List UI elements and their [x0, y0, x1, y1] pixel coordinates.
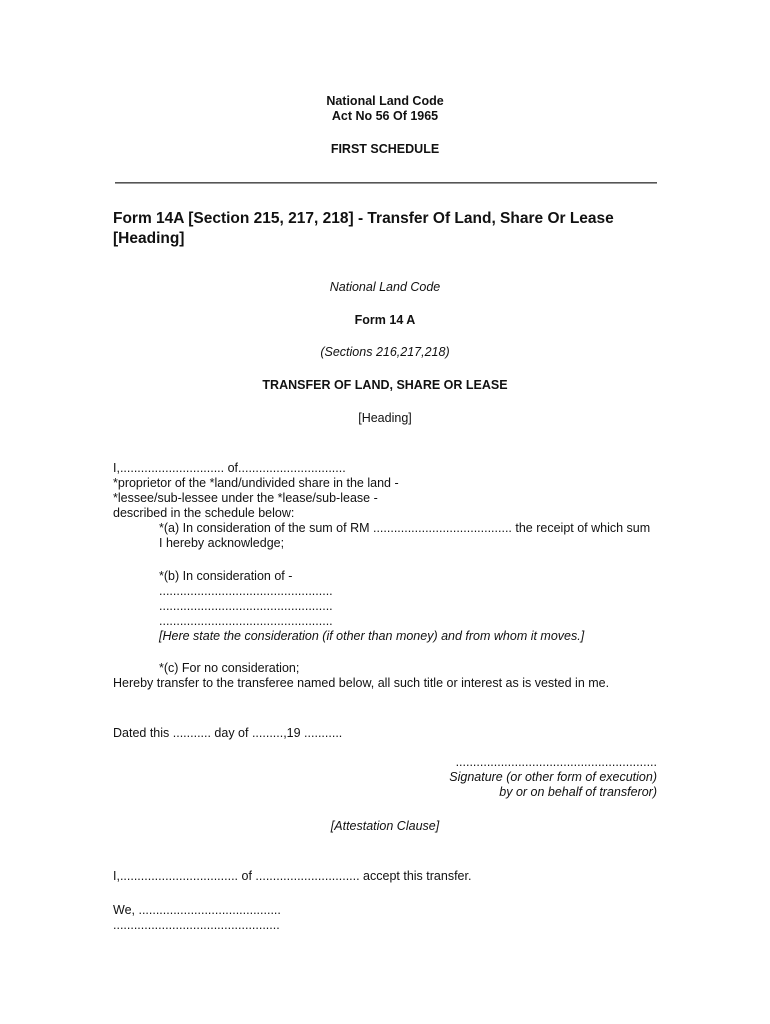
form-title-line2: [Heading]: [113, 230, 185, 247]
signature-dots: ..........................................................: [455, 755, 657, 769]
form-code: National Land Code: [329, 280, 441, 294]
clause-b-dots-2: ..................................................: [159, 599, 333, 613]
clause-b-dots-1: ..................................................: [159, 584, 333, 598]
clause-b-dots-3: ..................................................: [159, 614, 333, 628]
line-lessee: *lessee/sub-lessee under the *lease/sub-lease -: [113, 491, 378, 505]
header-schedule: FIRST SCHEDULE: [330, 142, 440, 156]
accept-line: I,.................................. of .............................. accept this transfer.: [113, 869, 472, 883]
form-title: [113, 209, 673, 249]
line-proprietor: *proprietor of the *land/undivided share in the land -: [113, 476, 399, 490]
clause-a-line1: *(a) In consideration of the sum of RM ........................................ the receipt of which sum: [159, 521, 651, 535]
clause-b-note: [Here state the consideration (if other than money) and from whom it moves.]: [159, 629, 585, 643]
line-i: I,.............................. of...............................: [113, 461, 346, 475]
line-described: described in the schedule below:: [113, 506, 295, 520]
clause-c: *(c) For no consideration;: [159, 661, 300, 675]
form-title-line1: Form 14A [Section 215, 217, 218] - Transfer Of Land, Share Or Lease: [113, 210, 614, 227]
header-code: National Land Code: [326, 94, 444, 108]
attestation-clause: [Attestation Clause]: [330, 819, 440, 833]
we-line: We, .........................................: [113, 903, 281, 917]
form-heading: [Heading]: [358, 411, 412, 425]
form-number: Form 14 A: [354, 313, 416, 327]
header-act: Act No 56 Of 1965: [331, 109, 439, 123]
clause-b: *(b) In consideration of -: [159, 569, 293, 583]
signature-by: by or on behalf of transferor): [499, 785, 657, 799]
signature-label: Signature (or other form of execution): [449, 770, 657, 784]
we-dots: ................................................: [113, 918, 280, 932]
dated-line: Dated this ........... day of .........,19 ...........: [113, 726, 343, 740]
divider: [115, 182, 657, 184]
transfer-line: Hereby transfer to the transferee named below, all such title or interest as is vested in me.: [113, 676, 610, 690]
clause-a-line2: I hereby acknowledge;: [159, 536, 285, 550]
form-main-title: TRANSFER OF LAND, SHARE OR LEASE: [262, 378, 508, 392]
form-sections: (Sections 216,217,218): [320, 345, 450, 359]
